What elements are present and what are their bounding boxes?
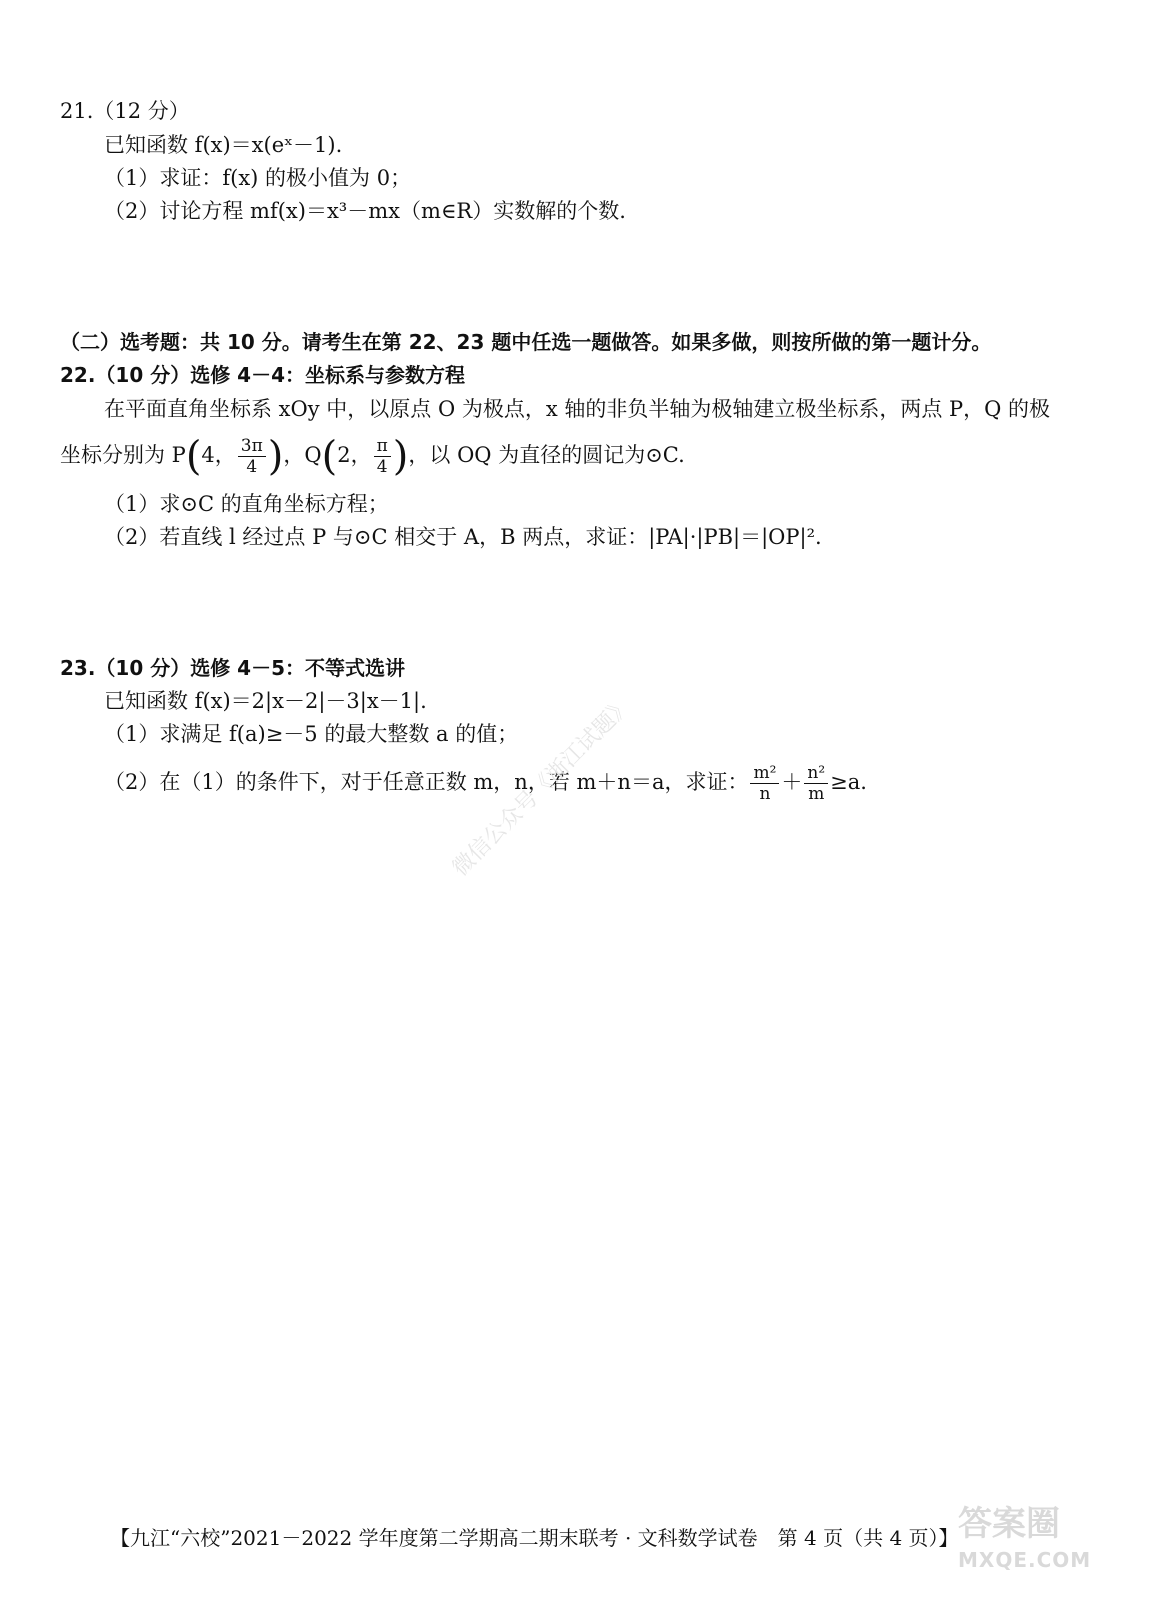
stamp-logo-top: 答案圈	[958, 1504, 1060, 1544]
q23-part2	[104, 755, 867, 809]
q-prefix: ，Q	[283, 443, 322, 467]
fraction2-denominator: m	[808, 784, 825, 804]
right-paren: )	[392, 433, 409, 480]
left-paren: (	[321, 433, 338, 480]
left-paren: (	[185, 433, 202, 480]
q23-stem: 已知函数 f(x)＝2|x－2|－3|x－1|.	[104, 689, 427, 713]
q-angle-numerator: π	[374, 436, 391, 457]
q23-header: 23.（10 分）选修 4－5：不等式选讲	[60, 656, 406, 680]
q23-part2-prefix: （2）在（1）的条件下，对于任意正数 m，n，若 m＋n＝a，求证：	[104, 770, 749, 794]
q22-part1: （1）求⊙C 的直角坐标方程；	[104, 492, 389, 516]
q22-stem-suffix: ，以 OQ 为直径的圆记为⊙C.	[408, 443, 685, 467]
page-footer: 【九江“六校”2021－2022 学年度第二学期高二期末联考 · 文科数学试卷 第 4 页（共 4 页）】	[110, 1526, 959, 1550]
q22-header: 22.（10 分）选修 4－4：坐标系与参数方程	[60, 363, 466, 387]
fraction-m2-over-n	[750, 763, 779, 804]
p-angle-fraction	[238, 436, 266, 477]
p-radius: 4，	[201, 443, 236, 467]
p-angle-numerator: 3π	[238, 436, 266, 457]
q22-stem-prefix: 坐标分别为 P	[60, 443, 186, 467]
q21-part2: （2）讨论方程 mf(x)＝x³－mx（m∈R）实数解的个数.	[104, 199, 626, 223]
q21-header: 21.（12 分）	[60, 99, 190, 123]
q21-part1: （1）求证：f(x) 的极小值为 0；	[104, 166, 412, 190]
right-paren: )	[267, 433, 284, 480]
stamp-logo-bottom: MXQE.COM	[958, 1548, 1092, 1572]
q21-stem: 已知函数 f(x)＝x(eˣ－1).	[104, 133, 343, 157]
fraction-n2-over-m	[804, 763, 828, 804]
plus-sign: ＋	[781, 770, 803, 794]
q23-part1: （1）求满足 f(a)≥－5 的最大整数 a 的值；	[104, 722, 519, 746]
q-angle-denominator: 4	[376, 457, 388, 477]
fraction2-numerator: n²	[804, 763, 828, 784]
q22-stem-line1: 在平面直角坐标系 xOy 中，以原点 O 为极点，x 轴的非负半轴为极轴建立极坐标系，两点 P，Q 的极	[104, 397, 1051, 421]
q-radius: 2，	[337, 443, 372, 467]
fraction1-numerator: m²	[750, 763, 779, 784]
q-angle-fraction	[374, 436, 391, 477]
q22-part2: （2）若直线 l 经过点 P 与⊙C 相交于 A，B 两点，求证：|PA|·|PB|＝|OP|².	[104, 525, 822, 549]
watermark-text: 微信公众号《浙江试题》	[448, 692, 637, 882]
q22-stem-line2	[60, 428, 685, 482]
fraction1-denominator: n	[759, 784, 771, 804]
p-angle-denominator: 4	[246, 457, 258, 477]
q23-part2-suffix: ≥a.	[830, 770, 867, 794]
section2-instructions: （二）选考题：共 10 分。请考生在第 22、23 题中任选一题做答。如果多做，则按所做的第一题计分。	[60, 330, 992, 354]
